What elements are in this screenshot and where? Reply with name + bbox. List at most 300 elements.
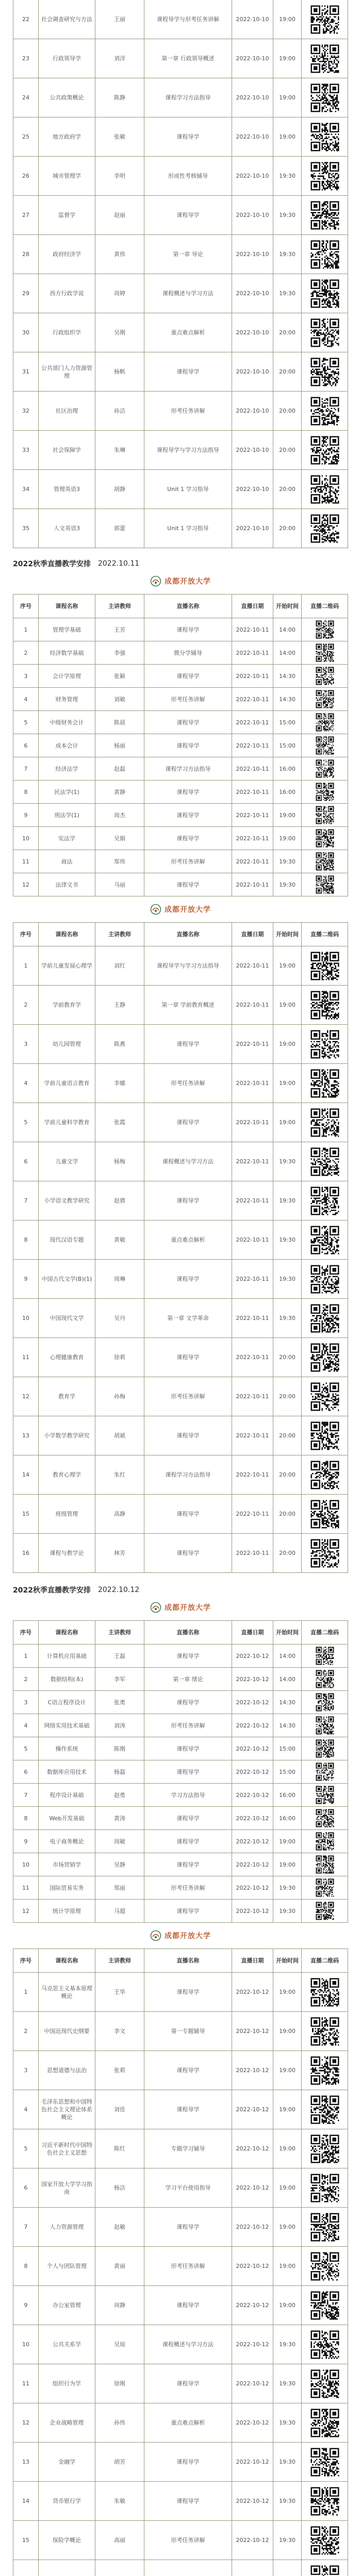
cell-time: 16:00 bbox=[273, 757, 302, 781]
table-row bbox=[13, 39, 348, 78]
live-qr-code bbox=[309, 1146, 340, 1177]
cell-teacher: 陈红 bbox=[95, 2129, 144, 2168]
table-row bbox=[13, 1973, 348, 2012]
table-row bbox=[13, 734, 348, 757]
cell-qr bbox=[302, 2247, 348, 2286]
cell-index: 2 bbox=[13, 2012, 39, 2051]
cell-teacher: 王华 bbox=[95, 1973, 144, 2012]
cell-course: 电子商务概论 bbox=[39, 1830, 95, 1853]
cell-time: 19:30 bbox=[273, 235, 302, 274]
cell-date: 2022-10-12 bbox=[232, 1876, 273, 1900]
table-row bbox=[13, 946, 348, 986]
table-row bbox=[13, 117, 348, 157]
cell-qr bbox=[302, 2560, 348, 2576]
table-row bbox=[13, 2403, 348, 2443]
cell-time: 14:30 bbox=[273, 1691, 302, 1714]
cell-date: 2022-10-10 bbox=[232, 470, 273, 509]
cell-time: 19:00 bbox=[273, 2286, 302, 2325]
cell-index: 10 bbox=[13, 827, 39, 850]
cell-time: 19:30 bbox=[273, 1221, 302, 1260]
cell-time: 19:00 bbox=[273, 0, 302, 39]
cell-teacher: 刘敏 bbox=[95, 688, 144, 711]
cell-date: 2022-10-10 bbox=[232, 274, 273, 313]
cell-index: 24 bbox=[13, 78, 39, 117]
cell-time: 19:00 bbox=[273, 946, 302, 986]
cell-index: 5 bbox=[13, 711, 39, 734]
cell-index: 3 bbox=[13, 1025, 39, 1064]
cell-topic: 课程导学 bbox=[144, 827, 232, 850]
cell-course: 监督学 bbox=[39, 196, 95, 235]
live-qr-code bbox=[315, 852, 335, 871]
cell-topic: 形考任务讲解 bbox=[144, 2521, 232, 2560]
column-header: 直播日期 bbox=[232, 595, 273, 618]
cell-time: 19:30 bbox=[273, 2521, 302, 2560]
cell-teacher: 吴丹 bbox=[95, 1299, 144, 1338]
cell-date: 2022-10-12 bbox=[232, 2364, 273, 2403]
cell-date: 2022-10-12 bbox=[232, 2208, 273, 2247]
cell-time: 16:00 bbox=[273, 1784, 302, 1807]
column-header: 序号 bbox=[13, 923, 39, 946]
cell-time: 19:30 bbox=[273, 2325, 302, 2364]
cell-teacher: 杨梅 bbox=[95, 1142, 144, 1181]
table-row bbox=[13, 2168, 348, 2208]
column-header: 主讲教师 bbox=[95, 923, 144, 946]
column-header: 课程名称 bbox=[39, 595, 95, 618]
cell-qr bbox=[302, 1900, 348, 1923]
cell-course: 市场营销学 bbox=[39, 1853, 95, 1876]
cell-teacher: 赵丽 bbox=[95, 196, 144, 235]
university-logo bbox=[0, 572, 361, 590]
cell-qr bbox=[302, 1876, 348, 1900]
live-qr-code bbox=[315, 1832, 335, 1851]
cell-index: 4 bbox=[13, 1714, 39, 1737]
cell-index: 34 bbox=[13, 470, 39, 509]
live-qr-code bbox=[315, 1878, 335, 1897]
cell-index: 30 bbox=[13, 313, 39, 352]
cell-index: 12 bbox=[13, 873, 39, 896]
cell-topic: 课程概述与学习方法 bbox=[144, 274, 232, 313]
cell-teacher: 胡斌 bbox=[95, 1416, 144, 1455]
cell-date: 2022-10-11 bbox=[232, 827, 273, 850]
live-qr-code bbox=[309, 2329, 340, 2360]
cell-date bbox=[232, 2560, 273, 2576]
day-heading-date: 2022.10.11 bbox=[97, 560, 140, 568]
live-qr-code bbox=[309, 2525, 340, 2556]
cell-qr bbox=[302, 1416, 348, 1455]
cell-teacher: 陈晨 bbox=[95, 711, 144, 734]
cell-course: 小学数学教学研究 bbox=[39, 1416, 95, 1455]
live-qr-code bbox=[315, 828, 335, 848]
cell-topic: 课程导学 bbox=[144, 1830, 232, 1853]
live-qr-code bbox=[315, 805, 335, 825]
cell-topic: 重点难点解析 bbox=[144, 2403, 232, 2443]
table-row bbox=[13, 2482, 348, 2521]
cell-qr bbox=[302, 641, 348, 665]
cell-qr bbox=[302, 2286, 348, 2325]
cell-course: 社会保障学 bbox=[39, 431, 95, 470]
cell-course: 数据库应用技术 bbox=[39, 1760, 95, 1784]
cell-date: 2022-10-11 bbox=[232, 688, 273, 711]
cell-index: 10 bbox=[13, 2325, 39, 2364]
live-qr-code bbox=[315, 759, 335, 778]
column-header: 直播名称 bbox=[144, 595, 232, 618]
table-row bbox=[13, 2560, 348, 2576]
live-qr-code bbox=[309, 278, 340, 309]
university-logo bbox=[0, 901, 361, 918]
cell-time: 19:30 bbox=[273, 2364, 302, 2403]
cell-course: 商法 bbox=[39, 850, 95, 873]
cell-date: 2022-10-11 bbox=[232, 850, 273, 873]
cell-time: 14:30 bbox=[273, 688, 302, 711]
cell-course: 思想道德与法治 bbox=[39, 2051, 95, 2090]
table-row bbox=[13, 1534, 348, 1573]
cell-course: 中国古代文学(B)(1) bbox=[39, 1260, 95, 1299]
cell-index: 4 bbox=[13, 2090, 39, 2129]
cell-date: 2022-10-11 bbox=[232, 757, 273, 781]
cell-date: 2022-10-12 bbox=[232, 2403, 273, 2443]
live-qr-code bbox=[309, 317, 340, 348]
cell-topic: 形考任务讲解 bbox=[144, 1876, 232, 1900]
cell-date: 2022-10-12 bbox=[232, 2051, 273, 2090]
cell-date: 2022-10-11 bbox=[232, 618, 273, 641]
cell-index: 29 bbox=[13, 274, 39, 313]
cell-teacher: 吴琼 bbox=[95, 2325, 144, 2364]
column-header: 开始时间 bbox=[273, 595, 302, 618]
cell-course: 成本会计 bbox=[39, 734, 95, 757]
table-row bbox=[13, 1876, 348, 1900]
cell-teacher: 王磊 bbox=[95, 1645, 144, 1668]
cell-index: 3 bbox=[13, 665, 39, 688]
cell-course: 行政领导学 bbox=[39, 39, 95, 78]
cell-qr bbox=[302, 117, 348, 157]
cell-time: 14:00 bbox=[273, 618, 302, 641]
cell-qr bbox=[302, 757, 348, 781]
live-qr-code bbox=[309, 200, 340, 231]
cell-topic: 重点难点解析 bbox=[144, 1221, 232, 1260]
schedule-table bbox=[13, 0, 348, 548]
cell-teacher: 徐莉 bbox=[95, 1338, 144, 1377]
live-qr-code bbox=[309, 1499, 340, 1530]
column-header: 直播日期 bbox=[232, 1949, 273, 1973]
cell-course: 教育心理学 bbox=[39, 1455, 95, 1495]
column-header: 序号 bbox=[13, 1621, 39, 1645]
cell-qr bbox=[302, 1760, 348, 1784]
cell-time: 19:00 bbox=[273, 986, 302, 1025]
cell-time bbox=[273, 2560, 302, 2576]
cell-teacher: 周杰 bbox=[95, 804, 144, 827]
live-qr-code bbox=[309, 990, 340, 1021]
cell-index: 14 bbox=[13, 1455, 39, 1495]
cell-qr bbox=[302, 2051, 348, 2090]
cell-time: 19:00 bbox=[273, 827, 302, 850]
cell-index: 32 bbox=[13, 392, 39, 431]
table-row bbox=[13, 352, 348, 392]
table-row bbox=[13, 2129, 348, 2168]
cell-course: 学前儿童语言教育 bbox=[39, 1064, 95, 1103]
table-row bbox=[13, 235, 348, 274]
cell-index: 14 bbox=[13, 2482, 39, 2521]
cell-teacher: 张勇 bbox=[95, 1691, 144, 1714]
cell-qr bbox=[302, 1830, 348, 1853]
table-row bbox=[13, 1807, 348, 1830]
live-qr-code bbox=[315, 620, 335, 639]
table-header-row bbox=[13, 1949, 348, 1973]
cell-course: 地方政府学 bbox=[39, 117, 95, 157]
live-qr-code bbox=[309, 1303, 340, 1334]
cell-topic: 形考任务讲解 bbox=[144, 850, 232, 873]
cell-course: 公共政策概论 bbox=[39, 78, 95, 117]
cell-time: 19:30 bbox=[273, 1181, 302, 1221]
cell-topic: 课程导学 bbox=[144, 2482, 232, 2521]
cell-teacher: 刘洋 bbox=[95, 39, 144, 78]
table-row bbox=[13, 618, 348, 641]
cell-qr bbox=[302, 1534, 348, 1573]
cell-course: 幼儿园管理 bbox=[39, 1025, 95, 1064]
table-row bbox=[13, 1299, 348, 1338]
cell-qr bbox=[302, 618, 348, 641]
cell-course: 刑法学(1) bbox=[39, 804, 95, 827]
cell-date: 2022-10-11 bbox=[232, 1495, 273, 1534]
cell-time: 14:30 bbox=[273, 1714, 302, 1737]
cell-topic: 形成性考核辅导 bbox=[144, 157, 232, 196]
live-qr-code bbox=[309, 1107, 340, 1138]
cell-topic: 形考任务讲解 bbox=[144, 688, 232, 711]
cell-date: 2022-10-12 bbox=[232, 1668, 273, 1691]
table-row bbox=[13, 1714, 348, 1737]
cell-qr bbox=[302, 196, 348, 235]
cell-time: 20:00 bbox=[273, 1495, 302, 1534]
cell-qr bbox=[302, 1103, 348, 1142]
cell-qr bbox=[302, 1973, 348, 2012]
cell-time: 19:00 bbox=[273, 2208, 302, 2247]
live-qr-code bbox=[309, 2290, 340, 2321]
day-heading-title: 2022秋季直播教学安排 bbox=[13, 1586, 91, 1595]
cell-course: 程序设计基础 bbox=[39, 1784, 95, 1807]
cell-teacher: 赵敏 bbox=[95, 2208, 144, 2247]
live-qr-code bbox=[309, 82, 340, 113]
cell-teacher: 周琳 bbox=[95, 1260, 144, 1299]
cell-topic: 课程导学 bbox=[144, 1853, 232, 1876]
live-qr-code bbox=[315, 643, 335, 663]
cell-topic: 第一章 学前教育概述 bbox=[144, 986, 232, 1025]
table-row bbox=[13, 873, 348, 896]
cell-topic: 第一章 导论 bbox=[144, 235, 232, 274]
cell-topic: 课程导学 bbox=[144, 2090, 232, 2129]
cell-teacher: 杨丽 bbox=[95, 734, 144, 757]
cell-date: 2022-10-11 bbox=[232, 1534, 273, 1573]
table-row bbox=[13, 2364, 348, 2403]
live-qr-code bbox=[315, 782, 335, 802]
cell-teacher: 刘涛 bbox=[95, 1714, 144, 1737]
table-row bbox=[13, 1853, 348, 1876]
cell-index: 9 bbox=[13, 804, 39, 827]
cell-time: 19:30 bbox=[273, 1299, 302, 1338]
live-qr-code bbox=[309, 474, 340, 505]
live-qr-code bbox=[315, 1901, 335, 1921]
cell-qr bbox=[302, 1260, 348, 1299]
cell-topic: 微分学辅导 bbox=[144, 641, 232, 665]
cell-topic: 课程导学 bbox=[144, 1181, 232, 1221]
cell-teacher: 黄敏 bbox=[95, 1221, 144, 1260]
column-header: 直播二维码 bbox=[302, 1949, 348, 1973]
cell-time: 16:00 bbox=[273, 1807, 302, 1830]
cell-time: 20:00 bbox=[273, 1416, 302, 1455]
cell-date: 2022-10-10 bbox=[232, 392, 273, 431]
cell-teacher bbox=[95, 2560, 144, 2576]
cell-course: 管理英语3 bbox=[39, 470, 95, 509]
cell-qr bbox=[302, 688, 348, 711]
cell-index: 13 bbox=[13, 2443, 39, 2482]
cell-course: Web开发基础 bbox=[39, 1807, 95, 1830]
cell-date: 2022-10-12 bbox=[232, 2521, 273, 2560]
cell-teacher: 孙洁 bbox=[95, 392, 144, 431]
cell-qr bbox=[302, 352, 348, 392]
live-qr-code bbox=[309, 2408, 340, 2438]
cell-date: 2022-10-10 bbox=[232, 235, 273, 274]
cell-qr bbox=[302, 1142, 348, 1181]
table-row bbox=[13, 1784, 348, 1807]
cell-date: 2022-10-12 bbox=[232, 1691, 273, 1714]
cell-qr bbox=[302, 1299, 348, 1338]
cell-time: 20:00 bbox=[273, 431, 302, 470]
cell-teacher: 李军 bbox=[95, 1668, 144, 1691]
logo-text: 成都开放大学 bbox=[165, 906, 211, 914]
cell-topic: 课程导学 bbox=[144, 873, 232, 896]
table-row bbox=[13, 1645, 348, 1668]
cell-index: 12 bbox=[13, 1377, 39, 1416]
cell-time: 20:00 bbox=[273, 1338, 302, 1377]
cell-qr bbox=[302, 873, 348, 896]
cell-qr bbox=[302, 235, 348, 274]
cell-date: 2022-10-11 bbox=[232, 804, 273, 827]
cell-course: 学前教育学 bbox=[39, 986, 95, 1025]
cell-qr bbox=[302, 1181, 348, 1221]
cell-topic: 课程学习方法指导 bbox=[144, 1455, 232, 1495]
table-row bbox=[13, 2051, 348, 2090]
cell-qr bbox=[302, 1737, 348, 1760]
cell-time: 14:00 bbox=[273, 1668, 302, 1691]
cell-time: 15:00 bbox=[273, 1737, 302, 1760]
live-qr-code bbox=[309, 2133, 340, 2164]
cell-index: 9 bbox=[13, 1260, 39, 1299]
cell-qr bbox=[302, 1714, 348, 1737]
cell-course: 行政组织学 bbox=[39, 313, 95, 352]
cell-time: 19:30 bbox=[273, 1142, 302, 1181]
cell-topic: 课程导学 bbox=[144, 1534, 232, 1573]
column-header: 直播名称 bbox=[144, 1949, 232, 1973]
university-emblem-icon bbox=[150, 1602, 161, 1613]
cell-course: 数据结构(本) bbox=[39, 1668, 95, 1691]
live-qr-code bbox=[315, 1692, 335, 1712]
live-qr-code bbox=[315, 713, 335, 732]
cell-index: 23 bbox=[13, 39, 39, 78]
cell-teacher: 周静 bbox=[95, 2286, 144, 2325]
live-qr-code bbox=[315, 666, 335, 686]
cell-course: 课程与教学论 bbox=[39, 1534, 95, 1573]
cell-teacher: 赵勇 bbox=[95, 1784, 144, 1807]
day-heading-title: 2022秋季直播教学安排 bbox=[13, 560, 91, 568]
cell-course: 会计学原理 bbox=[39, 665, 95, 688]
cell-index: 9 bbox=[13, 2286, 39, 2325]
cell-date: 2022-10-10 bbox=[232, 0, 273, 39]
live-qr-code bbox=[309, 2564, 340, 2576]
live-qr-code bbox=[309, 2016, 340, 2047]
live-qr-code bbox=[309, 2486, 340, 2517]
cell-date: 2022-10-12 bbox=[232, 1973, 273, 2012]
cell-date: 2022-10-12 bbox=[232, 2247, 273, 2286]
cell-date: 2022-10-12 bbox=[232, 2443, 273, 2482]
cell-qr bbox=[302, 1377, 348, 1416]
live-qr-code bbox=[309, 1460, 340, 1490]
cell-qr bbox=[302, 827, 348, 850]
live-qr-code bbox=[315, 1669, 335, 1689]
cell-topic: 课程导学与形考任务讲解 bbox=[144, 0, 232, 39]
table-row bbox=[13, 1103, 348, 1142]
cell-topic: 课程导学 bbox=[144, 352, 232, 392]
cell-course: 组织行为学 bbox=[39, 2364, 95, 2403]
cell-topic: 课程导学与学习方法指导 bbox=[144, 946, 232, 986]
cell-topic: 学习方法指导 bbox=[144, 1784, 232, 1807]
live-qr-code bbox=[315, 1855, 335, 1874]
cell-qr bbox=[302, 1338, 348, 1377]
cell-qr bbox=[302, 1691, 348, 1714]
live-qr-code bbox=[315, 1646, 335, 1666]
cell-time: 20:00 bbox=[273, 313, 302, 352]
live-qr-code bbox=[309, 435, 340, 466]
cell-index: 2 bbox=[13, 641, 39, 665]
cell-date: 2022-10-12 bbox=[232, 1645, 273, 1668]
cell-teacher: 胡芳 bbox=[95, 2443, 144, 2482]
cell-time: 19:00 bbox=[273, 2129, 302, 2168]
cell-qr bbox=[302, 1455, 348, 1495]
cell-qr bbox=[302, 431, 348, 470]
day-heading-date: 2022.10.12 bbox=[97, 1586, 140, 1594]
cell-time: 20:00 bbox=[273, 1455, 302, 1495]
cell-time: 19:00 bbox=[273, 78, 302, 117]
live-qr-code bbox=[315, 736, 335, 755]
table-row bbox=[13, 2521, 348, 2560]
cell-date: 2022-10-10 bbox=[232, 313, 273, 352]
cell-date: 2022-10-11 bbox=[232, 1221, 273, 1260]
cell-qr bbox=[302, 946, 348, 986]
cell-teacher: 张敏 bbox=[95, 117, 144, 157]
cell-teacher: 黄涛 bbox=[95, 1807, 144, 1830]
live-qr-code bbox=[309, 1538, 340, 1569]
table-row bbox=[13, 1900, 348, 1923]
cell-course: 公共部门人力资源管理 bbox=[39, 352, 95, 392]
column-header: 主讲教师 bbox=[95, 595, 144, 618]
live-qr-code bbox=[309, 513, 340, 544]
cell-time: 15:00 bbox=[273, 1760, 302, 1784]
cell-course: 中国近现代史纲要 bbox=[39, 2012, 95, 2051]
table-row bbox=[13, 1737, 348, 1760]
cell-course: 公共关系学 bbox=[39, 2325, 95, 2364]
cell-teacher: 李文 bbox=[95, 2012, 144, 2051]
cell-teacher: 周婷 bbox=[95, 274, 144, 313]
cell-topic: 课程概述与学习方法 bbox=[144, 1142, 232, 1181]
cell-course: 个人与团队管理 bbox=[39, 2247, 95, 2286]
cell-date: 2022-10-10 bbox=[232, 196, 273, 235]
table-header-row bbox=[13, 923, 348, 946]
table-row bbox=[13, 1495, 348, 1534]
cell-date: 2022-10-11 bbox=[232, 734, 273, 757]
cell-topic: 学习平台使用指导 bbox=[144, 2168, 232, 2208]
table-row bbox=[13, 2208, 348, 2247]
table-row bbox=[13, 1416, 348, 1455]
cell-index: 3 bbox=[13, 1691, 39, 1714]
cell-course: 管理学基础 bbox=[39, 618, 95, 641]
live-qr-code bbox=[309, 1977, 340, 2008]
